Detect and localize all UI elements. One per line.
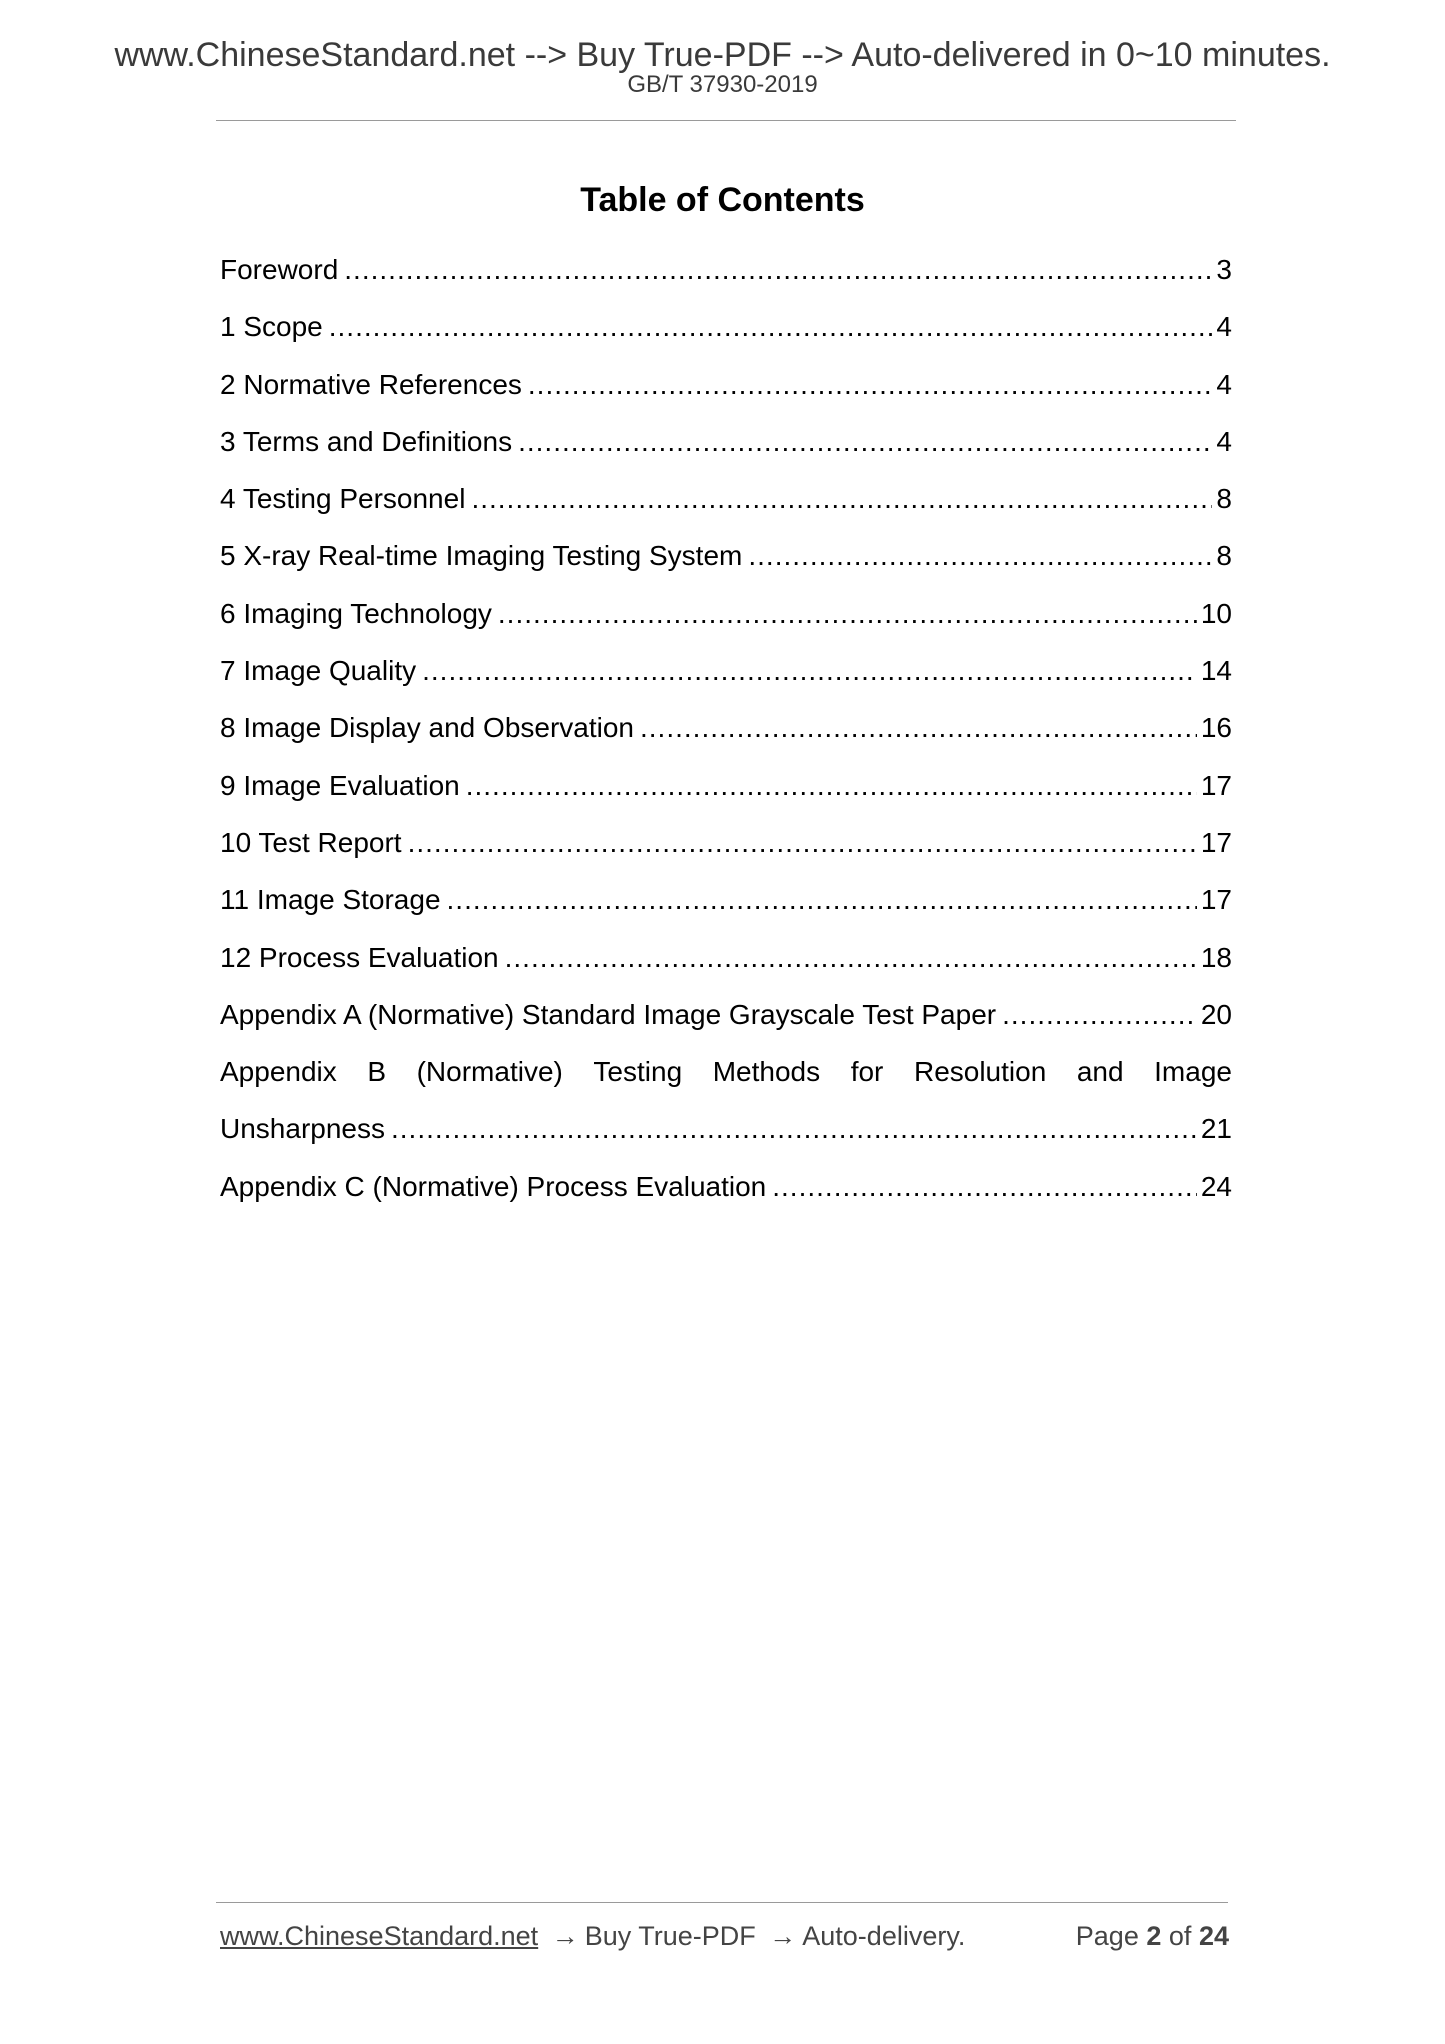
- header-divider: [216, 120, 1236, 121]
- dot-leader: [640, 706, 1197, 750]
- toc-entry-scope[interactable]: [220, 305, 1232, 362]
- toc-entry-word: Appendix: [220, 1056, 337, 1088]
- arrow-right-icon: →: [551, 1921, 579, 1951]
- toc-entry-normative-references[interactable]: [220, 363, 1232, 420]
- toc-entry-label: Unsharpness: [220, 1113, 385, 1145]
- toc-entry-label: 12 Process Evaluation: [220, 941, 499, 973]
- page-indicator: [1076, 1920, 1229, 1952]
- footer-delivery-text: Auto-delivery.: [802, 1921, 966, 1951]
- dot-leader: [498, 592, 1197, 636]
- dot-leader: [748, 534, 1212, 578]
- total-pages-number: 24: [1198, 1921, 1229, 1951]
- toc-entry-image-storage[interactable]: [220, 878, 1232, 935]
- toc-title: Table of Contents: [580, 181, 865, 219]
- document-code: GB/T 37930-2019: [627, 71, 818, 98]
- toc-entry-appendix-b-line2[interactable]: [220, 1107, 1232, 1164]
- dot-leader: [1002, 993, 1197, 1037]
- toc-entry-word: Resolution: [913, 1056, 1047, 1088]
- footer-site-link[interactable]: www.ChineseStandard.net: [220, 1921, 539, 1951]
- toc-entry-test-report[interactable]: [220, 821, 1232, 878]
- current-page-number: 2: [1146, 1921, 1162, 1951]
- toc-entry-label: 1 Scope: [220, 311, 323, 343]
- toc-entry-word: Methods: [712, 1056, 821, 1088]
- dot-leader: [466, 764, 1197, 808]
- toc-entry-page: 18: [1200, 941, 1232, 973]
- toc-entry-label: 7 Image Quality: [220, 655, 417, 687]
- arrow-right-icon: →: [769, 1921, 797, 1951]
- toc-entry-process-evaluation[interactable]: [220, 936, 1232, 993]
- toc-entry-terms-definitions[interactable]: [220, 420, 1232, 477]
- toc-entry-foreword[interactable]: [220, 248, 1232, 305]
- toc-entry-word: (Normative): [416, 1056, 563, 1088]
- toc-entry-page: 4: [1216, 425, 1232, 457]
- toc-entry-label: 8 Image Display and Observation: [220, 712, 634, 744]
- toc-entry-word: B: [367, 1056, 387, 1088]
- toc-entry-page: 3: [1216, 254, 1232, 285]
- dot-leader: [344, 248, 1212, 292]
- toc-entry-label: 6 Imaging Technology: [220, 597, 492, 629]
- toc-entry-word: and: [1076, 1056, 1124, 1088]
- toc-entry-page: 4: [1216, 311, 1232, 343]
- toc-entry-page: 17: [1200, 826, 1232, 858]
- dot-leader: [422, 649, 1197, 693]
- of-word: of: [1168, 1921, 1192, 1951]
- table-of-contents: [220, 248, 1232, 1222]
- toc-entry-appendix-c[interactable]: [220, 1165, 1232, 1222]
- site-banner: www.ChineseStandard.net --> Buy True-PDF --> Auto-delivered in 0~10 minutes.: [114, 36, 1331, 74]
- toc-entry-label: 2 Normative References: [220, 368, 522, 400]
- dot-leader: [408, 821, 1197, 865]
- toc-entry-page: 4: [1216, 368, 1232, 400]
- toc-entry-image-quality[interactable]: [220, 649, 1232, 706]
- toc-entry-page: 17: [1200, 884, 1232, 916]
- toc-entry-word: for: [850, 1056, 884, 1088]
- dot-leader: [505, 936, 1197, 980]
- toc-entry-xray-system[interactable]: [220, 534, 1232, 591]
- toc-entry-page: 16: [1200, 712, 1232, 744]
- toc-entry-imaging-technology[interactable]: [220, 592, 1232, 649]
- toc-entry-label: 4 Testing Personnel: [220, 483, 466, 515]
- toc-entry-word: Testing: [593, 1056, 683, 1088]
- toc-entry-page: 8: [1216, 483, 1232, 515]
- dot-leader: [772, 1165, 1197, 1209]
- dot-leader: [329, 305, 1213, 349]
- toc-entry-page: 24: [1200, 1170, 1232, 1202]
- toc-entry-label: Appendix C (Normative) Process Evaluation: [220, 1170, 767, 1202]
- toc-entry-label: 5 X-ray Real-time Imaging Testing System: [220, 540, 743, 572]
- toc-entry-word: Image: [1154, 1056, 1232, 1088]
- toc-entry-label: 3 Terms and Definitions: [220, 425, 513, 457]
- dot-leader: [391, 1107, 1197, 1151]
- toc-entry-page: 20: [1200, 998, 1232, 1030]
- toc-entry-page: 10: [1200, 597, 1232, 629]
- toc-entry-page: 21: [1200, 1113, 1232, 1145]
- toc-entry-label: 11 Image Storage: [220, 884, 441, 916]
- toc-entry-appendix-a[interactable]: [220, 993, 1232, 1050]
- dot-leader: [447, 878, 1197, 922]
- toc-entry-label: Foreword: [220, 254, 339, 285]
- toc-entry-appendix-b-line1[interactable]: [220, 1050, 1232, 1107]
- toc-entry-image-evaluation[interactable]: [220, 764, 1232, 821]
- footer-divider: [216, 1902, 1228, 1903]
- toc-entry-page: 8: [1216, 540, 1232, 572]
- toc-entry-image-display[interactable]: [220, 706, 1232, 763]
- footer-promo: [220, 1920, 965, 1952]
- dot-leader: [518, 420, 1212, 464]
- toc-entry-page: 14: [1200, 655, 1232, 687]
- toc-entry-testing-personnel[interactable]: [220, 477, 1232, 534]
- toc-entry-label: Appendix A (Normative) Standard Image Grayscale Test Paper: [220, 998, 997, 1030]
- dot-leader: [528, 363, 1213, 407]
- footer-buy-text: Buy True-PDF: [584, 1921, 756, 1951]
- dot-leader: [471, 477, 1212, 521]
- toc-entry-label: 9 Image Evaluation: [220, 769, 460, 801]
- toc-entry-page: 17: [1200, 769, 1232, 801]
- page-word: Page: [1075, 1921, 1139, 1951]
- toc-entry-label: 10 Test Report: [220, 826, 402, 858]
